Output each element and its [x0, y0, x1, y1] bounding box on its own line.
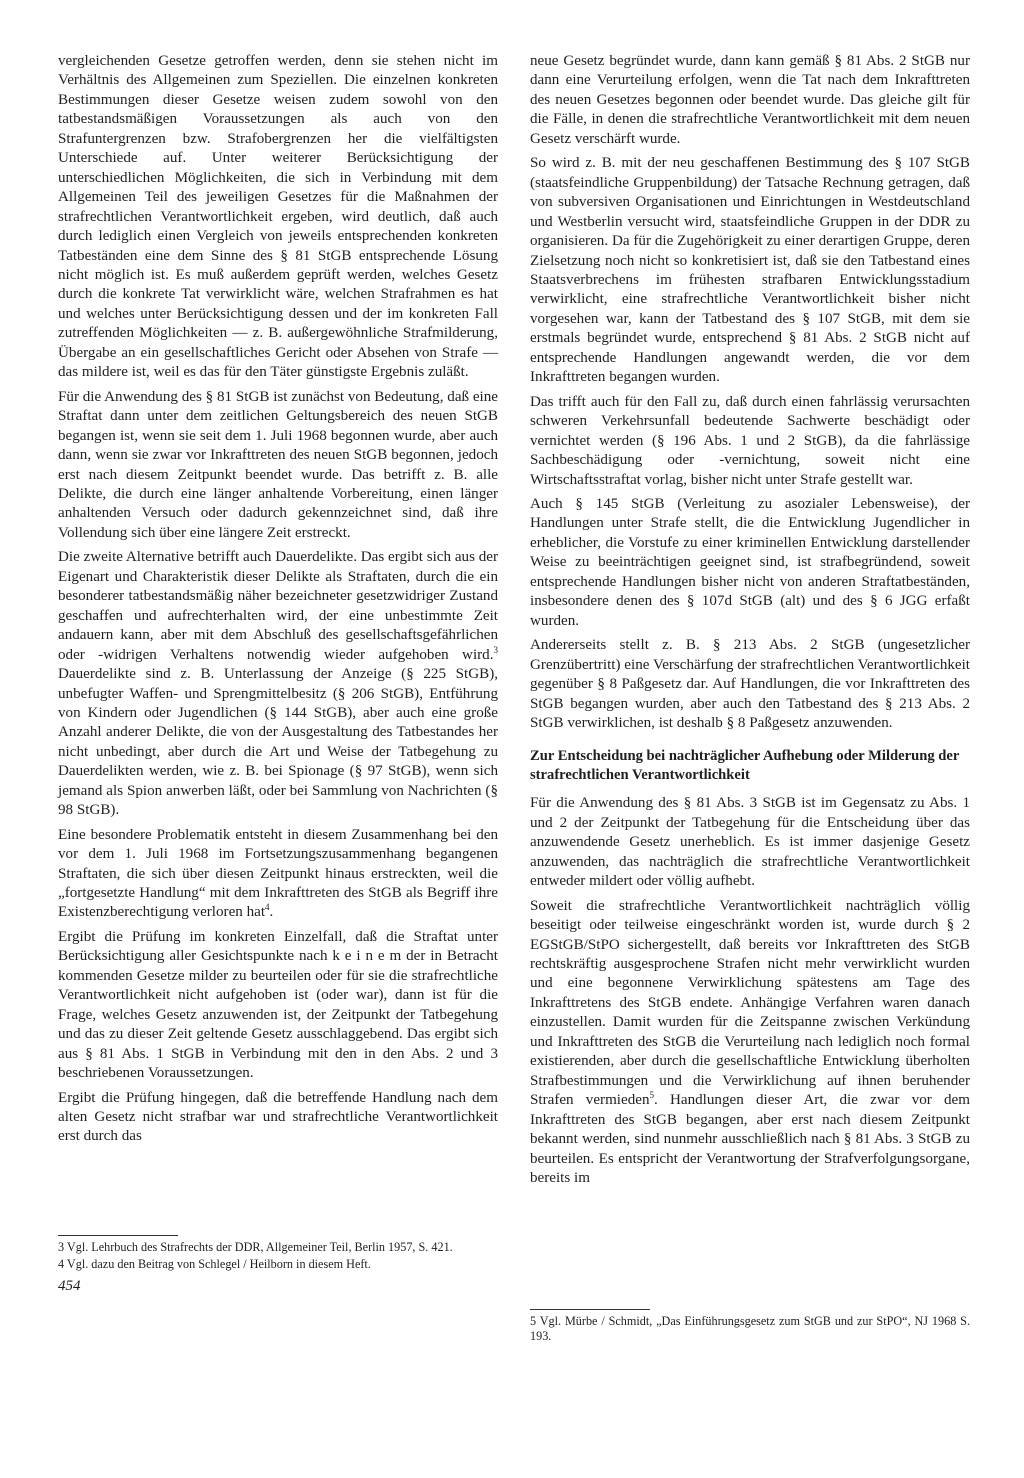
paragraph: neue Gesetz begründet wurde, dann kann gemäß § 81 Abs. 2 StGB nur dann eine Verurteilung erfolgen, wenn die Tat nach dem Inkrafttreten des neuen Gesetzes begonnen oder beendet wurde. Das gleiche gilt für die Fälle, in denen die strafrechtliche Verantwortlichkeit mit dem neuen Gesetz verschärft wurde. [530, 53, 970, 147]
left-column [58, 52, 498, 1152]
right-column [530, 52, 970, 1193]
footnote-rule [530, 1309, 650, 1310]
footnote-5: 5 Vgl. Mürbe / Schmidt, „Das Einführungsgesetz zum StGB und zur StPO“, NJ 1968 S. 193. [530, 1314, 970, 1344]
footnote-rule [58, 1235, 178, 1236]
paragraph: Auch § 145 StGB (Verleitung zu asozialer Lebensweise), der Handlungen unter Strafe stellt, die die Entwicklung Jugendlicher in erheblicher, die Vorstufe zu einer kriminellen Entwicklung darstellender Weise zu beeinträchtigen geeignet sind, ist strafbegründend, soweit entsprechende Handlungen bisher nicht von anderen Straftatbeständen, insbesondere denen des § 107d StGB (alt) und des § 6 JGG erfaßt wurden. [530, 495, 970, 629]
paragraph [58, 548, 498, 820]
paragraph-text: Soweit die strafrechtliche Verantwortlichkeit nachträglich völlig beseitigt oder teilweise eingeschränkt worden ist, wurde durch § 2 EGStGB/StPO sichergestellt, daß bereits vor Inkrafttreten des StGB rechtskräftig ausgesprochene Strafen nicht mehr verwirklicht wurden und eine begonnene Verwirklichung spätestens am Tage des Inkrafttretens des StGB endete. Anhängige Verfahren waren danach einzustellen. Damit wurden für die Zeitspanne zwischen Verkündung und Inkrafttreten des StGB die Verurteilung nach lediglich noch formal existierenden, aber durch die gesellschaftliche Entwicklung überholten Strafbestimmungen und die Verwirklichung auf ihnen beruhender Strafen vermieden [530, 897, 970, 1109]
paragraph: Für die Anwendung des § 81 StGB ist zunächst von Bedeutung, daß eine Straftat dann unter dem zeitlichen Geltungsbereich des neuen StGB begangen ist, wenn sie seit dem 1. Juli 1968 begonnen wurde, aber auch dann, wenn sie zwar vor Inkrafttreten des neuen StGB begonnen, jedoch erst nach diesem Zeitpunkt beendet wurde. Das betrifft z. B. alle Delikte, die durch eine länger anhaltende Vorbereitung, einen länger anhaltenden Versuch oder dadurch gekennzeichnet sind, daß ihre Vollendung sich über eine längere Zeit erstreckt. [58, 388, 498, 541]
page-number: 454 [58, 1278, 81, 1294]
footnote-4: 4 Vgl. dazu den Beitrag von Schlegel / Heilborn in diesem Heft. [58, 1257, 371, 1272]
paragraph: Das trifft auch für den Fall zu, daß durch einen fahrlässig verursachten schweren Verkehrsunfall bedeutende Sachwerte beschädigt oder vernichtet werden (§ 196 Abs. 1 und 2 StGB), da die fahrlässige Sachbeschädigung oder -vernichtung, soweit nicht eine Wirtschaftsstraftat vorlag, bisher nicht unter Strafe gestellt war. [530, 393, 970, 488]
paragraph: Ergibt die Prüfung im konkreten Einzelfall, daß die Straftat unter Berücksichtigung aller Gesichtspunkte nach k e i n e m der in Betracht kommenden Gesetze milder zu beurteilen oder für sie die strafrechtliche Verantwortlichkeit nicht aufgehoben ist (oder war), dann ist für die Frage, welches Gesetz anzuwenden ist, der Zeitpunkt der Tatbegehung und das zu dieser Zeit geltende Gesetz ausschlaggebend. Das ergibt sich aus § 81 Abs. 1 StGB in Verbindung mit den in den Abs. 2 und 3 beschriebenen Voraussetzungen. [58, 928, 498, 1082]
paragraph-text: Eine besondere Problematik entsteht in diesem Zusammenhang bei den vor dem 1. Juli 1968 im Fortsetzungszusammenhang begangenen Straftaten, die sich über diesen Zeitpunkt hinaus erstreckten, weil die „fortgesetzte Handlung“ mit dem Inkrafttreten des StGB als Begriff ihre Existenzberechtigung verloren hat [58, 826, 498, 921]
section-heading: Zur Entscheidung bei nachträglicher Aufhebung oder Milderung der strafrechtlichen Verantwortlichkeit [530, 748, 960, 784]
footnote-ref[interactable]: 5 [649, 1090, 654, 1101]
footnote-3: 3 Vgl. Lehrbuch des Strafrechts der DDR, Allgemeiner Teil, Berlin 1957, S. 421. [58, 1240, 453, 1254]
paragraph: So wird z. B. mit der neu geschaffenen Bestimmung des § 107 StGB (staatsfeindliche Gruppenbildung) der Tatsache Rechnung getragen, daß von subversiven Organisationen und Einrichtungen in Westdeutschland und Westberlin versucht wird, staatsfeindliche Gruppen in der DDR zu organisieren. Da für die Zugehörigkeit zu einer derartigen Gruppe, deren Zielsetzung noch nicht so konkretisiert ist, daß sie den Tatbestand eines Staatsverbrechens im frühesten strafbaren Entwicklungsstadium verwirklicht, eine strafrechtliche Verantwortlichkeit bisher nicht vorgesehen war, kann der Tatbestand des § 107 StGB, mit dem sie erstmals begründet wurde, entsprechend § 81 Abs. 2 StGB nicht auf entsprechende Handlungen angewandt werden, die vor dem Inkrafttreten begangen wurden. [530, 155, 970, 386]
paragraph [530, 897, 970, 1189]
footnotes-left [58, 1235, 498, 1274]
footnote-ref[interactable]: 3 [493, 644, 498, 655]
paragraph-text: . Handlungen dieser Art, die zwar vor dem Inkrafttreten des StGB begangen, aber erst nach diesem Zeitpunkt bekannt werden, sind nunmehr ausschließlich nach § 81 Abs. 3 StGB zu beurteilen. Es entspricht der Verantwortung der Strafverfolgungsorgane, bereits im [530, 1092, 970, 1187]
paragraph: Ergibt die Prüfung hingegen, daß die betreffende Handlung nach dem alten Gesetz nicht strafbar war und strafrechtliche Verantwortlichkeit erst durch das [58, 1089, 498, 1145]
paragraph: vergleichenden Gesetze getroffen werden, denn sie stehen nicht im Verhältnis des Allgemeinen zum Speziellen. Die einzelnen konkreten Bestimmungen dieser Gesetze weisen zudem sowohl von den tatbestandsmäßigen Voraussetzungen als auch von den Strafuntergrenzen bzw. Strafobergrenzen her die vielfältigsten Unterschiede auf. Unter weiterer Berücksichtigung der unterschiedlichen Möglichkeiten, die sich in Verbindung mit dem Allgemeinen Teil des jeweiligen Gesetzes für die Maßnahmen der strafrechtlichen Verantwortlichkeit ergeben, wird deutlich, daß auch durch lediglich einen Vergleich von jeweils entsprechenden konkreten Tatbeständen eine dem Sinne des § 81 StGB entsprechende Lösung nicht möglich ist. Es muß außerdem geprüft werden, welches Gesetz durch die konkrete Tat verwirklicht wäre, welchen Strafrahmen es hat und welches unter Berücksichtigung dessen und der im konkreten Fall zutreffenden Möglichkeiten — z. B. außergewöhnliche Strafmilderung, Übergabe an ein gesellschaftliches Gericht oder Absehen von Strafe — das mildere ist, weil es das für den Täter günstigste Ergebnis zuläßt. [58, 53, 498, 381]
paragraph-text: Die zweite Alternative betrifft auch Dauerdelikte. Das ergibt sich aus der Eigenart und Charakteristik dieser Delikte als Straftaten, durch die ein besonderer tatbestandsmäßig näher bezeichneter gesetzwidriger Zustand geschaffen und aufrechterhalten wird, der eine unbestimmte Zeit andauern kann, aber mit dem Abschluß des gesellschaftsgefährlichen oder -widrigen Verhaltens notwendig wieder aufgehoben wird. [58, 549, 498, 663]
paragraph-text: Dauerdelikte sind z. B. Unterlassung der Anzeige (§ 225 StGB), unbefugter Waffen- und Sprengmittelbesitz (§ 206 StGB), Entführung von Kindern oder Jugendlichen (§ 144 StGB), aber auch eine große Anzahl anderer Delikte, die von der Ausgestaltung des Tatbestandes her nicht unbedingt, aber durch die Art und Weise der Tatbegehung zu Dauerdelikten werden, wie z. B. bei Spionage (§ 97 StGB), wenn sich jemand als Spion anwerben läßt, oder bei Sammlung von Nachrichten (§ 98 StGB). [58, 666, 498, 819]
footnote-ref[interactable]: 4 [265, 902, 270, 913]
footnotes-right [530, 1309, 970, 1346]
paragraph: Für die Anwendung des § 81 Abs. 3 StGB ist im Gegensatz zu Abs. 1 und 2 der Zeitpunkt der Tatbegehung für die Entscheidung über das anzuwendende Gesetz unerheblich. Es ist immer dasjenige Gesetz anzuwenden, das nachträglich die strafrechtliche Verantwortlichkeit entweder mildert oder völlig aufhebt. [530, 795, 970, 890]
paragraph-text: . [269, 904, 274, 921]
paragraph: Andererseits stellt z. B. § 213 Abs. 2 StGB (ungesetzlicher Grenzübertritt) eine Verschärfung der strafrechtlichen Verantwortlichkeit gegenüber § 8 Paßgesetz dar. Auf Handlungen, die vor Inkrafttreten des StGB begangen wurden, aber auch den Tatbestand des § 213 Abs. 2 StGB verwirklichen, ist deshalb § 8 Paßgesetz anzuwenden. [530, 637, 970, 731]
paragraph [58, 826, 498, 923]
